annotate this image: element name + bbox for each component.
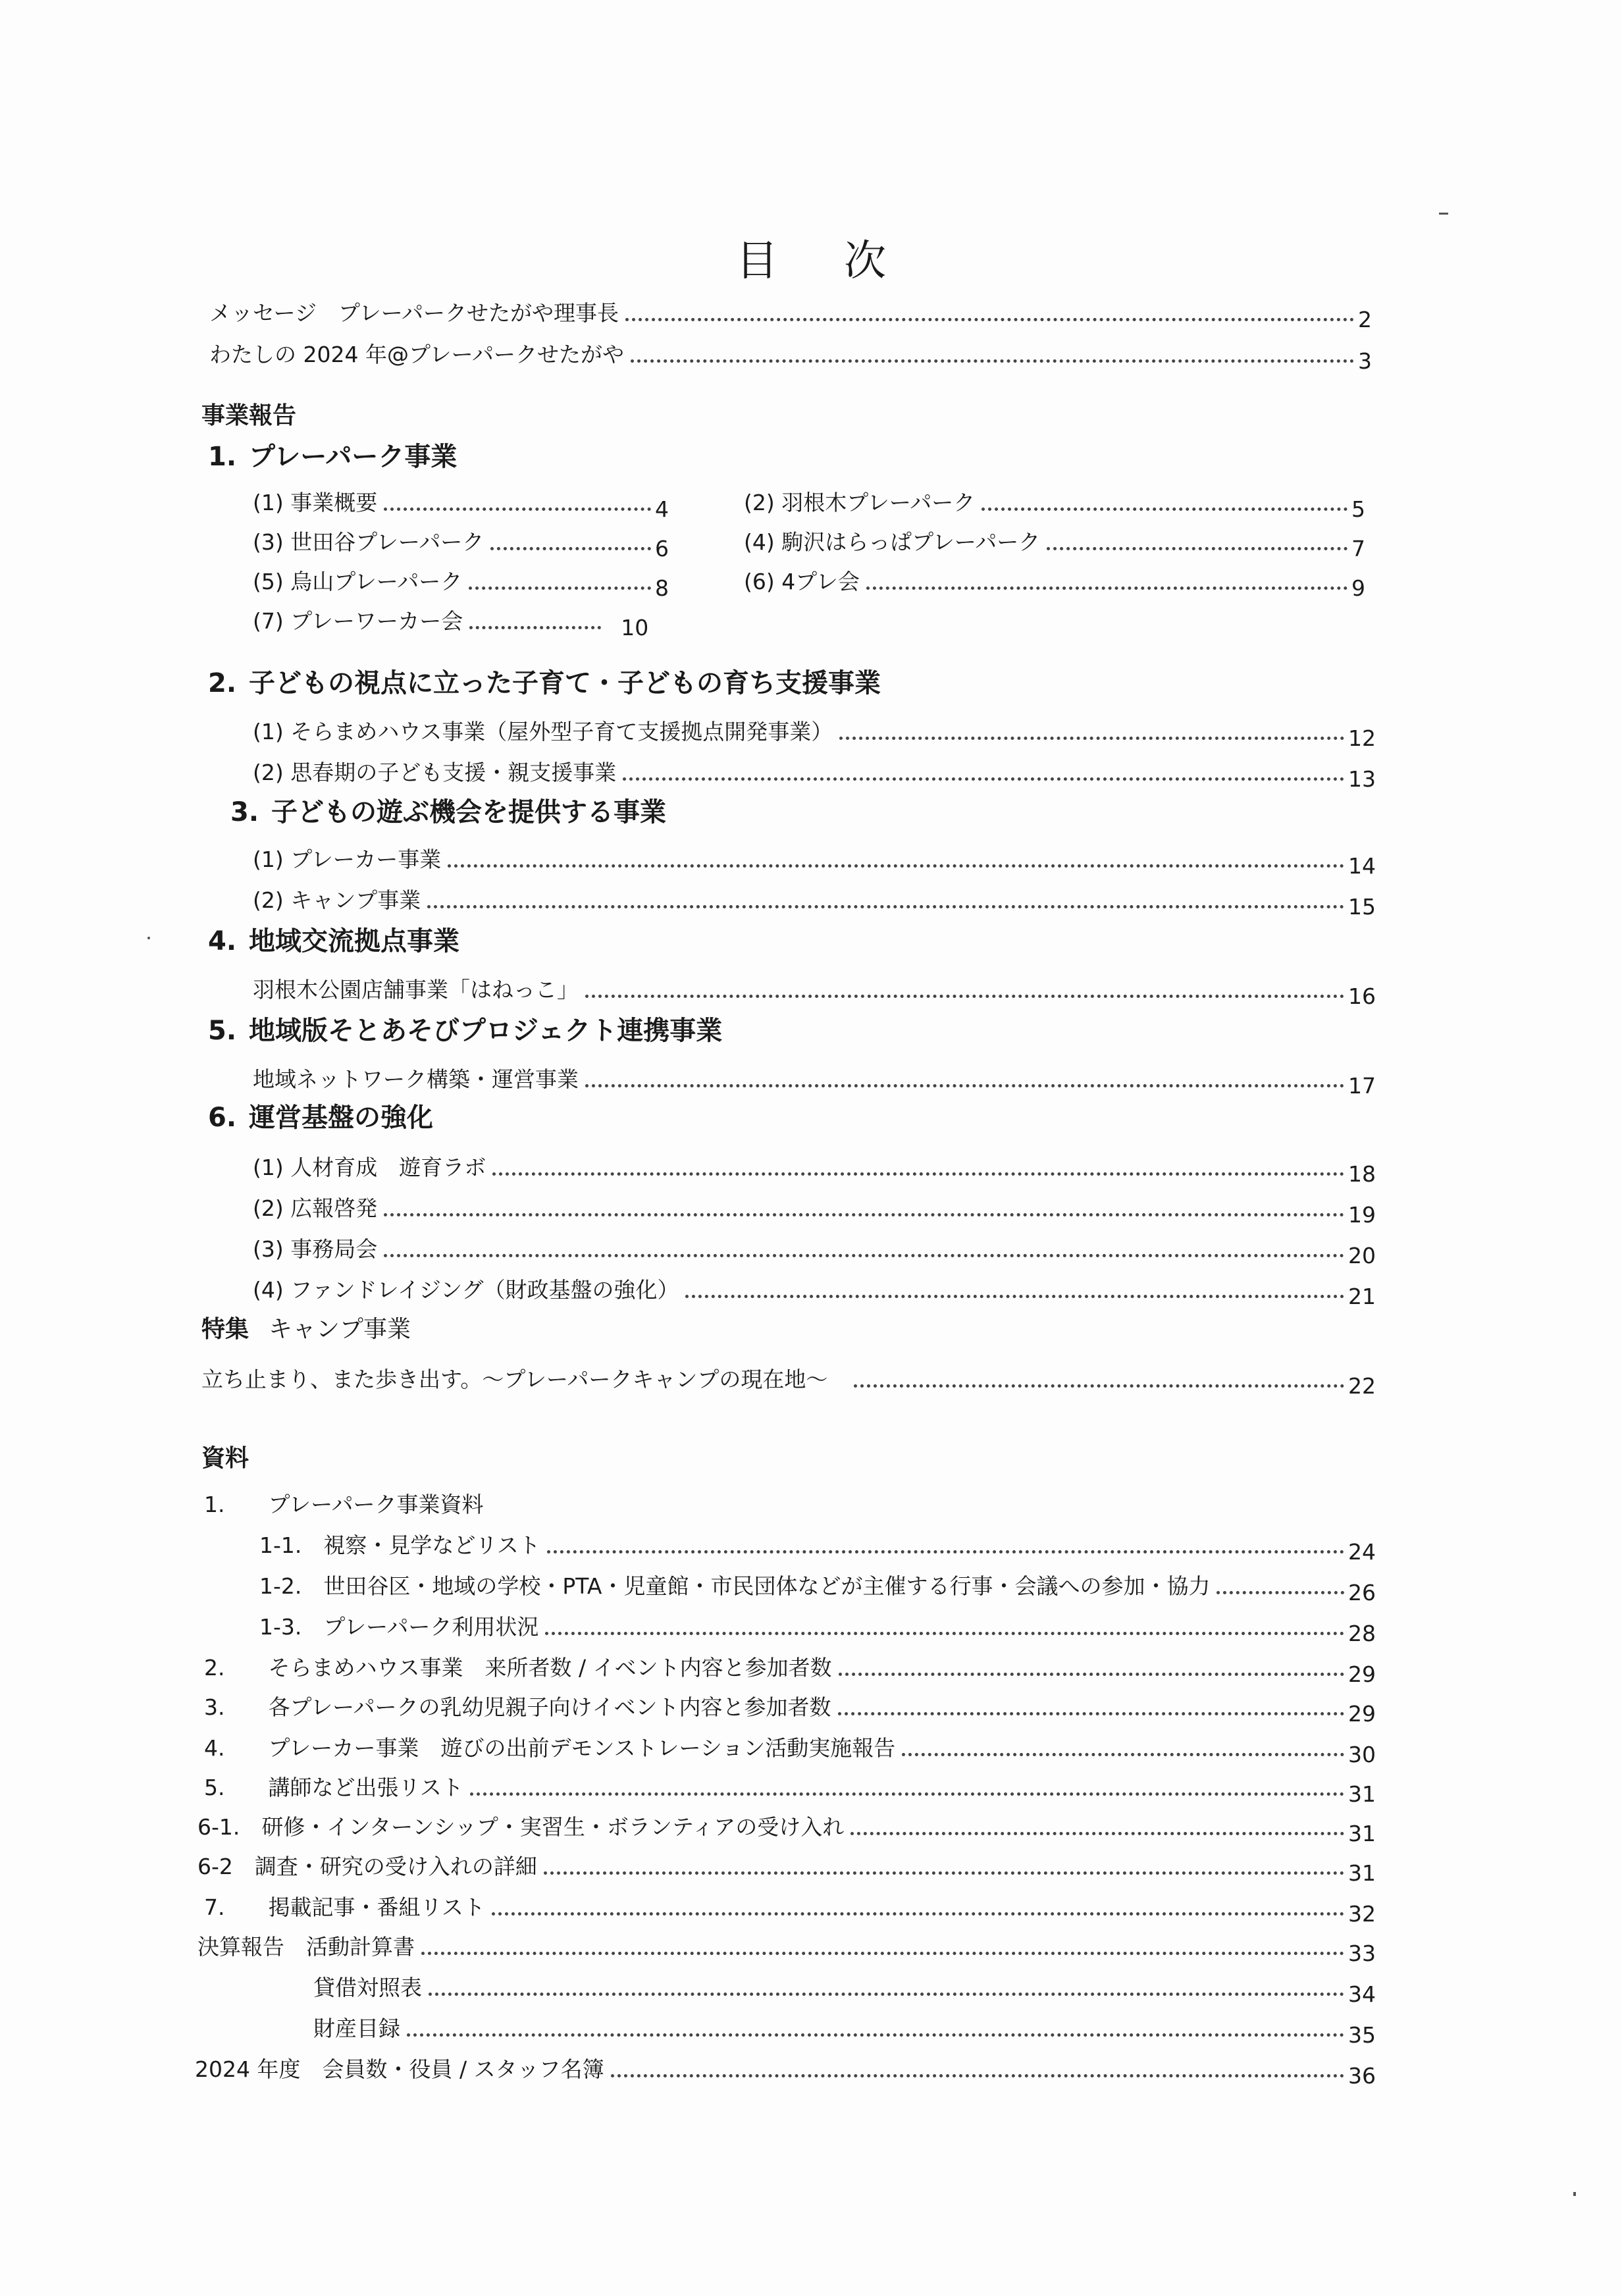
toc-entry[interactable] [201, 1364, 1376, 1399]
toc-entry-text: (2) 羽根木プレーパーク [744, 490, 976, 515]
section-title-6: 6. 運営基盤の強化 [208, 1103, 433, 1133]
toc-page-number: 15 [1348, 894, 1376, 920]
toc-entry[interactable] [253, 885, 1376, 920]
toc-entry[interactable] [204, 1652, 1376, 1687]
toc-entry-text: 1. プレーパーク事業資料 [204, 1492, 484, 1517]
toc-page-number: 8 [655, 575, 669, 601]
toc-entry-text: 2. そらまめハウス事業 来所者数 / イベント内容と参加者数 [204, 1655, 832, 1681]
toc-entry[interactable] [253, 757, 1376, 792]
scan-mark [1573, 2192, 1576, 2196]
toc-page-number: 35 [1348, 2022, 1376, 2048]
toc-entry-text: 決算報告 活動計算書 [197, 1934, 415, 1960]
toc-entry-text: (1) プレーカー事業 [253, 847, 442, 872]
leader-dots [839, 1673, 1344, 1676]
leader-dots [838, 1712, 1344, 1715]
toc-page-number: 10 [621, 615, 649, 640]
toc-page-number: 30 [1348, 1742, 1376, 1767]
toc-entry-text: 5. 講師など出張リスト [204, 1775, 463, 1800]
toc-entry-text: 7. 掲載記事・番組リスト [204, 1894, 485, 1920]
toc-page-number: 2 [1358, 307, 1372, 332]
toc-entry[interactable] [197, 1931, 1376, 1966]
toc-entry[interactable] [204, 1772, 1376, 1807]
leader-dots [384, 508, 651, 511]
leader-dots [448, 864, 1344, 868]
toc-page-number: 19 [1348, 1202, 1376, 1228]
toc-entry-text: 1-2. 世田谷区・地域の学校・PTA・児童館・市民団体などが主催する行事・会議への参加・協力 [259, 1573, 1211, 1599]
section-title-3: 3. 子どもの遊ぶ機会を提供する事業 [230, 797, 666, 827]
toc-page-number: 31 [1348, 1781, 1376, 1807]
toc-page-number: 33 [1348, 1941, 1376, 1966]
toc-entry[interactable] [744, 566, 1365, 601]
toc-page-number: 32 [1348, 1901, 1376, 1927]
toc-entry-text: 1-3. プレーパーク利用状況 [259, 1614, 539, 1640]
toc-page-number: 7 [1351, 536, 1365, 561]
toc-entry[interactable] [259, 1571, 1376, 1605]
toc-entry-text: 羽根木公園店舗事業「はねっこ」 [253, 977, 579, 1003]
toc-entry[interactable] [197, 1851, 1376, 1886]
toc-entry-text: (1) そらまめハウス事業（屋外型子育て支援拠点開発事業） [253, 719, 833, 744]
toc-page-number: 34 [1348, 1981, 1376, 2007]
leader-dots [544, 1871, 1344, 1875]
leader-dots [585, 1084, 1344, 1087]
toc-entry[interactable] [313, 1972, 1376, 2007]
toc-entry-text: メッセージ プレーパークせたがや理事長 [209, 300, 619, 326]
toc-page-number: 20 [1348, 1243, 1376, 1268]
toc-entry-text: 財産目録 [313, 2016, 400, 2041]
toc-entry-text: (3) 事務局会 [253, 1236, 378, 1262]
toc-entry-text: 4. プレーカー事業 遊びの出前デモンストレーション活動実施報告 [204, 1735, 896, 1761]
leader-dots [1047, 547, 1347, 550]
toc-page-number: 22 [1348, 1373, 1376, 1399]
toc-page-number: 5 [1351, 496, 1365, 522]
toc-page-number: 17 [1348, 1073, 1376, 1099]
toc-page-number: 29 [1348, 1661, 1376, 1687]
toc-entry[interactable] [253, 1193, 1376, 1228]
leader-dots [407, 2033, 1344, 2037]
leader-dots [866, 587, 1347, 590]
toc-entry[interactable] [253, 844, 1376, 879]
leader-dots [631, 359, 1354, 363]
toc-entry-text: (2) 広報啓発 [253, 1195, 378, 1221]
toc-entry[interactable] [253, 566, 669, 601]
toc-entry-text: 2024 年度 会員数・役員 / スタッフ名簿 [195, 2056, 604, 2082]
leader-dots [547, 1550, 1344, 1553]
section-title-5: 5. 地域版そとあそびプロジェクト連携事業 [208, 1016, 723, 1046]
leader-dots [384, 1254, 1344, 1257]
toc-entry[interactable] [253, 487, 669, 522]
page-title: 目 次 [735, 237, 913, 286]
leader-dots [1216, 1591, 1344, 1594]
leader-dots [623, 777, 1344, 781]
section-heading-materials: 資料 [201, 1445, 249, 1472]
section-title-4: 4. 地域交流拠点事業 [208, 926, 459, 956]
section-title-2: 2. 子どもの視点に立った子育て・子どもの育ち支援事業 [208, 668, 881, 698]
toc-entry[interactable] [744, 487, 1365, 522]
leader-dots [854, 1384, 1344, 1388]
toc-entry[interactable] [204, 1892, 1376, 1927]
toc-page-number: 36 [1348, 2063, 1376, 2089]
toc-entry[interactable] [209, 339, 1372, 374]
toc-entry[interactable] [197, 1812, 1376, 1846]
toc-entry-text: (4) ファンドレイジング（財政基盤の強化） [253, 1277, 679, 1303]
toc-page-number: 9 [1351, 575, 1365, 601]
toc-entry[interactable] [313, 2013, 1376, 2048]
toc-page-number: 28 [1348, 1621, 1376, 1646]
toc-entry-text: (6) 4プレ会 [744, 569, 860, 594]
toc-entry-text: わたしの 2024 年@プレーパークせたがや [209, 342, 624, 367]
toc-entry-text: (7) プレーワーカー会 [253, 608, 463, 634]
leader-dots [470, 1792, 1344, 1796]
toc-page-number: 14 [1348, 853, 1376, 879]
toc-entry-text: (2) 思春期の子ども支援・親支援事業 [253, 760, 617, 785]
toc-page-number: 31 [1348, 1860, 1376, 1886]
leader-dots [850, 1832, 1344, 1835]
toc-entry[interactable] [259, 1611, 1376, 1646]
toc-entry[interactable] [253, 1274, 1376, 1309]
leader-dots [469, 626, 601, 629]
toc-entry[interactable] [204, 1733, 1376, 1767]
leader-dots [492, 1172, 1344, 1176]
toc-entry-text: 6-2 調査・研究の受け入れの詳細 [197, 1854, 537, 1879]
leader-dots [902, 1753, 1344, 1756]
toc-page-number: 31 [1348, 1821, 1376, 1846]
toc-page-number: 16 [1348, 983, 1376, 1009]
toc-entry-text: 6-1. 研修・インターンシップ・実習生・ボランティアの受け入れ [197, 1814, 845, 1840]
leader-dots [384, 1213, 1344, 1216]
leader-dots [585, 995, 1344, 998]
toc-entry-text: 3. 各プレーパークの乳幼児親子向けイベント内容と参加者数 [204, 1694, 831, 1720]
toc-page-number: 12 [1348, 725, 1376, 751]
toc-entry[interactable] [253, 716, 1376, 751]
toc-page-number: 24 [1348, 1539, 1376, 1565]
toc-page-number: 21 [1348, 1284, 1376, 1309]
toc-entry[interactable] [253, 527, 669, 561]
feature-subtitle: キャンプ事業 [269, 1316, 411, 1343]
toc-page-number: 29 [1348, 1701, 1376, 1727]
toc-page-number: 3 [1358, 348, 1372, 374]
leader-dots [427, 905, 1344, 908]
toc-entry-text: 立ち止まり、また歩き出す。～プレーパークキャンプの現在地～ [201, 1367, 828, 1392]
leader-dots [492, 1912, 1344, 1916]
toc-entry[interactable] [253, 1064, 1376, 1099]
toc-entry[interactable] [259, 1530, 1376, 1565]
toc-entry-text: (3) 世田谷プレーパーク [253, 529, 484, 555]
toc-entry-text: (2) キャンプ事業 [253, 887, 421, 913]
section-heading-report: 事業報告 [201, 402, 297, 429]
feature-label: 特集 [201, 1316, 249, 1343]
leader-dots [625, 318, 1354, 321]
leader-dots [611, 2074, 1344, 2077]
leader-dots [429, 1993, 1344, 1996]
leader-dots [421, 1952, 1344, 1955]
leader-dots [839, 737, 1344, 740]
scan-mark [147, 937, 150, 939]
toc-entry[interactable] [253, 1152, 1376, 1187]
toc-entry-text: (1) 人材育成 遊育ラボ [253, 1155, 486, 1180]
toc-entry[interactable] [253, 974, 1376, 1009]
leader-dots [685, 1295, 1344, 1298]
scan-mark [1439, 213, 1448, 215]
toc-entry[interactable] [253, 606, 674, 640]
toc-page-number: 13 [1348, 766, 1376, 792]
toc-entry-text: (5) 烏山プレーパーク [253, 569, 463, 594]
toc-entry[interactable] [209, 298, 1372, 332]
toc-entry-text: (1) 事業概要 [253, 490, 378, 515]
toc-entry-text: 1-1. 視察・見学などリスト [259, 1532, 540, 1558]
leader-dots [545, 1632, 1344, 1635]
toc-entry[interactable] [204, 1692, 1376, 1727]
toc-page-number: 26 [1348, 1580, 1376, 1605]
toc-entry[interactable] [204, 1489, 1376, 1521]
feature-heading [201, 1314, 411, 1345]
toc-entry[interactable] [195, 2054, 1376, 2089]
toc-page-number: 6 [655, 536, 669, 561]
toc-entry-text: (4) 駒沢はらっぱプレーパーク [744, 529, 1041, 555]
toc-page-number: 4 [655, 496, 669, 522]
toc-entry[interactable] [744, 527, 1365, 561]
toc-entry[interactable] [253, 1234, 1376, 1268]
toc-entry-text: 地域ネットワーク構築・運営事業 [253, 1066, 579, 1092]
leader-dots [469, 587, 651, 590]
toc-page-number: 18 [1348, 1161, 1376, 1187]
leader-dots [490, 547, 651, 550]
leader-dots [981, 508, 1347, 511]
toc-entry-text: 貸借対照表 [313, 1975, 422, 2000]
section-title-1: 1. プレーパーク事業 [208, 442, 458, 472]
